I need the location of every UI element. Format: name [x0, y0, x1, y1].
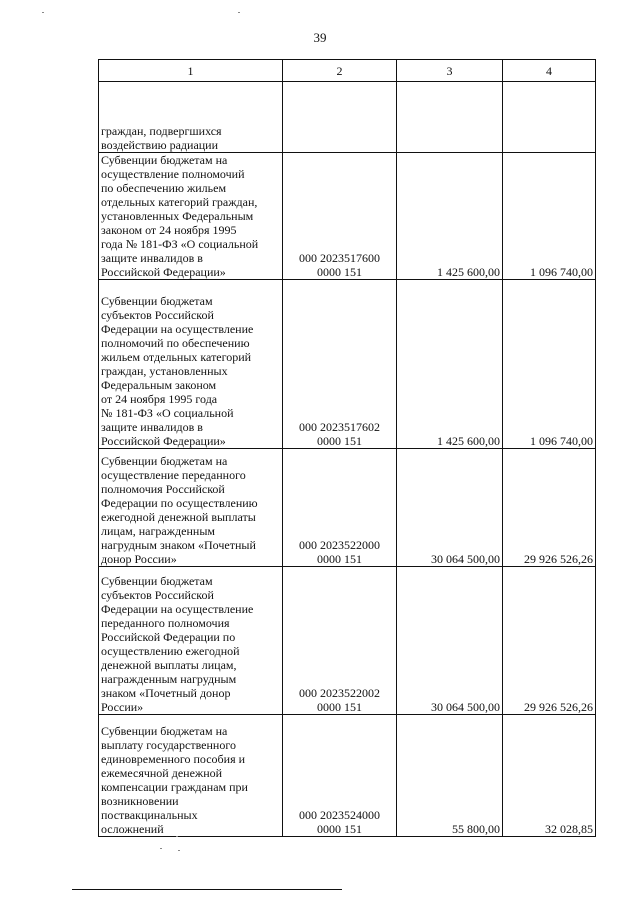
table-row — [99, 715, 596, 837]
row-value-col3: 30 064 500,00 — [397, 449, 503, 567]
header-row — [99, 60, 596, 82]
row-description: Субвенции бюджетам субъектов Российской Федерации на осуществление полномочий по обеспечению жильем отдельных категорий граждан, установленных Федеральным законом от 24 ноября 1995 года № 181-ФЗ «О социальной защите инвалидов в Российской Федерации» — [99, 280, 283, 449]
scan-speck — [238, 12, 240, 13]
table-row — [99, 449, 596, 567]
row-value-col4: 32 028,85 — [503, 715, 596, 837]
scan-speck — [160, 848, 162, 849]
row-value-col3: 1 425 600,00 — [397, 153, 503, 280]
row-value-col4 — [503, 82, 596, 153]
scan-speck — [42, 12, 44, 13]
table-row — [99, 153, 596, 280]
scan-speck — [178, 850, 180, 851]
table-row — [99, 567, 596, 715]
row-description: Субвенции бюджетам субъектов Российской Федерации на осуществление переданного полномочия Российской Федерации по осуществлению ежегодной денежной выплаты лицам, награжденным нагрудным знаком «Почетный донор России» — [99, 567, 283, 715]
row-value-col4: 29 926 526,26 — [503, 449, 596, 567]
row-code: 000 2023524000 0000 151 — [283, 715, 397, 837]
row-code: 000 2023522000 0000 151 — [283, 449, 397, 567]
row-value-col4: 1 096 740,00 — [503, 280, 596, 449]
row-code: 000 2023517600 0000 151 — [283, 153, 397, 280]
table-row-continuation — [99, 82, 596, 153]
row-value-col3: 30 064 500,00 — [397, 567, 503, 715]
row-value-col3: 55 800,00 — [397, 715, 503, 837]
row-code — [283, 82, 397, 153]
table-row — [99, 280, 596, 449]
row-description: граждан, подвергшихся воздействию радиации — [99, 82, 283, 153]
column-header-4: 4 — [503, 60, 596, 82]
row-value-col3 — [397, 82, 503, 153]
scan-speck — [176, 836, 178, 837]
row-code: 000 2023517602 0000 151 — [283, 280, 397, 449]
column-header-2: 2 — [283, 60, 397, 82]
row-value-col4: 29 926 526,26 — [503, 567, 596, 715]
row-description: Субвенции бюджетам на осуществление переданного полномочия Российской Федерации по осуществлению ежегодной денежной выплаты лицам, награжденным нагрудным знаком «Почетный донор России» — [99, 449, 283, 567]
row-value-col4: 1 096 740,00 — [503, 153, 596, 280]
row-code: 000 2023522002 0000 151 — [283, 567, 397, 715]
column-header-1: 1 — [99, 60, 283, 82]
page-number: 39 — [313, 30, 327, 45]
row-value-col3: 1 425 600,00 — [397, 280, 503, 449]
budget-table — [98, 59, 596, 837]
footer-rule — [72, 889, 342, 890]
row-description: Субвенции бюджетам на выплату государственного единовременного пособия и ежемесячной денежной компенсации гражданам при возникновении поствакцинальных осложнений — [99, 715, 283, 837]
row-description: Субвенции бюджетам на осуществление полномочий по обеспечению жильем отдельных категорий граждан, установленных Федеральным законом от 24 ноября 1995 года № 181-ФЗ «О социальной защите инвалидов в Российской Федерации» — [99, 153, 283, 280]
column-header-3: 3 — [397, 60, 503, 82]
